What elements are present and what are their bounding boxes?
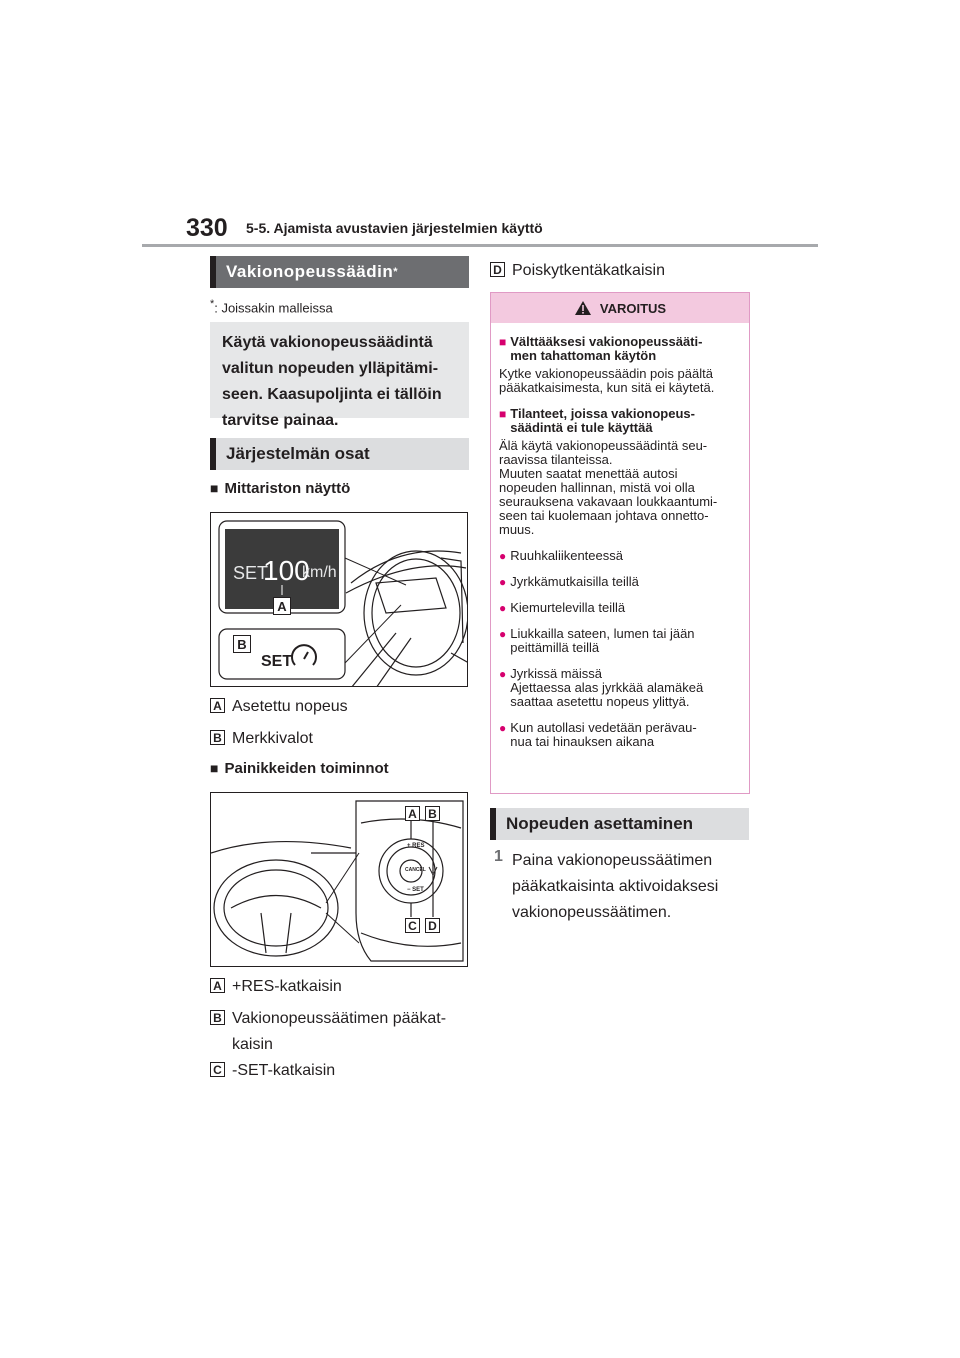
pink-dot-icon: ● bbox=[499, 601, 507, 615]
item-text-res-switch: +RES-katkaisin bbox=[232, 978, 342, 995]
warning-title: VAROITUS bbox=[599, 300, 667, 316]
warning-bullet bbox=[499, 667, 741, 709]
warning-triangle-icon bbox=[574, 300, 592, 316]
section-title-setting-speed bbox=[490, 808, 749, 840]
dashboard-sketch bbox=[346, 551, 468, 687]
section-title-cruise-control bbox=[210, 256, 469, 288]
callout-tag-c: C bbox=[405, 918, 420, 933]
pink-dot-icon: ● bbox=[499, 549, 507, 563]
display-speed-unit: km/h bbox=[302, 564, 337, 581]
warning-bullet bbox=[499, 601, 741, 615]
warning-bullet bbox=[499, 627, 741, 655]
chapter-title: 5-5. Ajamista avustavien järjestelmien käyttö bbox=[246, 220, 543, 236]
indicator-set-label: SET bbox=[261, 653, 293, 670]
display-speed-value: 100 bbox=[263, 555, 310, 586]
pink-square-icon: ■ bbox=[499, 335, 507, 349]
meter-heading bbox=[210, 480, 350, 497]
warning-heading-1 bbox=[499, 335, 741, 363]
warning-heading-2 bbox=[499, 407, 741, 435]
lead-paragraph: Käytä vakionopeussäädintä valitun nopeuden ylläpitämi-seen. Kaasupoljinta ei tällöin tarvitse painaa. bbox=[210, 322, 469, 418]
pink-dot-icon: ● bbox=[499, 627, 507, 641]
step-text: Paina vakionopeussäätimen pääkatkaisinta aktivoidaksesi vakionopeussäätimen. bbox=[512, 852, 719, 921]
footnote-mark: * bbox=[210, 298, 215, 310]
set-label: − SET bbox=[407, 887, 424, 893]
footnote bbox=[210, 298, 333, 315]
section-title-text: Järjestelmän osat bbox=[226, 444, 370, 463]
item-letter-c: C bbox=[210, 1062, 225, 1077]
warning-bullet-text: Ruuhkaliikenteessä bbox=[510, 548, 623, 563]
warning-bullet bbox=[499, 549, 741, 563]
square-bullet-icon: ■ bbox=[210, 760, 219, 776]
warning-bullet bbox=[499, 721, 741, 749]
page-number: 330 bbox=[186, 214, 228, 242]
square-bullet-icon: ■ bbox=[210, 480, 219, 496]
item-text-main-switch: Vakionopeussäätimen pääkat- kaisin bbox=[232, 1010, 447, 1053]
item-text-set-speed: Asetettu nopeus bbox=[232, 698, 348, 715]
section-title-text: Nopeuden asettaminen bbox=[506, 814, 694, 833]
pink-dot-icon: ● bbox=[499, 667, 507, 681]
item-letter-a: A bbox=[210, 978, 225, 993]
item-text-cancel-switch: Poiskytkentäkatkaisin bbox=[512, 262, 665, 279]
warning-bullet-text: Jyrkkämutkaisilla teillä bbox=[510, 574, 639, 589]
warning-bullet bbox=[499, 575, 741, 589]
step-number: 1 bbox=[494, 848, 503, 865]
warning-bullet-text: Liukkailla sateen, lumen tai jään peittämillä teillä bbox=[510, 626, 695, 655]
display-set-label: SET bbox=[233, 563, 269, 583]
buttons-heading bbox=[210, 760, 389, 777]
res-label: + RES bbox=[407, 843, 425, 849]
warning-bullet-text: Jyrkissä mäissä Ajettaessa alas jyrkkää alamäkeä saattaa asetettu nopeus ylittyä. bbox=[510, 666, 704, 709]
warning-paragraph-1: Kytke vakionopeussäädin pois päältä pääkatkaisimesta, kun sitä ei käytetä. bbox=[499, 366, 715, 395]
cancel-label: CANCEL bbox=[405, 867, 426, 873]
pink-square-icon: ■ bbox=[499, 407, 507, 421]
item-text-set-switch: -SET-katkaisin bbox=[232, 1062, 336, 1079]
item-letter-b: B bbox=[210, 1010, 225, 1025]
warning-bullet-text: Kun autollasi vedetään perävau- nua tai hinauksen aikana bbox=[510, 720, 697, 749]
meter-display-figure bbox=[210, 512, 468, 687]
section-title-text: Vakionopeussäädin bbox=[226, 262, 394, 281]
item-text-indicators: Merkkivalot bbox=[232, 730, 313, 747]
pink-dot-icon: ● bbox=[499, 721, 507, 735]
header-rule bbox=[142, 244, 818, 247]
callout-tag-b: B bbox=[233, 635, 251, 653]
warning-heading-1-text: Välttääksesi vakionopeussääti- men tahattoman käytön bbox=[510, 334, 703, 363]
warning-bullet-text: Kiemurtelevilla teillä bbox=[510, 600, 626, 615]
footnote-text: : Joissakin malleissa bbox=[214, 300, 333, 316]
warning-heading-2-text: Tilanteet, joissa vakionopeus- säädintä ei tule käyttää bbox=[510, 406, 695, 435]
callout-tag-b: B bbox=[425, 806, 440, 821]
item-letter-a: A bbox=[210, 698, 225, 713]
steering-switch-figure bbox=[210, 792, 468, 967]
section-title-system-parts bbox=[210, 438, 469, 470]
callout-tag-d: D bbox=[425, 918, 440, 933]
meter-figure-drawing bbox=[211, 513, 468, 687]
item-letter-b: B bbox=[210, 730, 225, 745]
warning-header bbox=[491, 293, 749, 323]
meter-heading-text: Mittariston näyttö bbox=[224, 480, 351, 497]
section-title-mark: * bbox=[393, 266, 399, 278]
item-letter-d: D bbox=[490, 262, 505, 277]
pink-dot-icon: ● bbox=[499, 575, 507, 589]
buttons-heading-text: Painikkeiden toiminnot bbox=[224, 760, 389, 777]
callout-tag-a: A bbox=[273, 597, 291, 615]
warning-box bbox=[490, 292, 750, 794]
warning-paragraph-2: Älä käytä vakionopeussäädintä seu- raavissa tilanteissa. Muuten saatat menettää autosi nopeuden hallinnan, mistä voi olla seurauksena vakavaan loukkaantumi- seen tai kuolemaan johtava onnetto- muus. bbox=[499, 438, 718, 537]
steering-wheel-sketch bbox=[211, 842, 356, 956]
callout-tag-a: A bbox=[405, 806, 420, 821]
